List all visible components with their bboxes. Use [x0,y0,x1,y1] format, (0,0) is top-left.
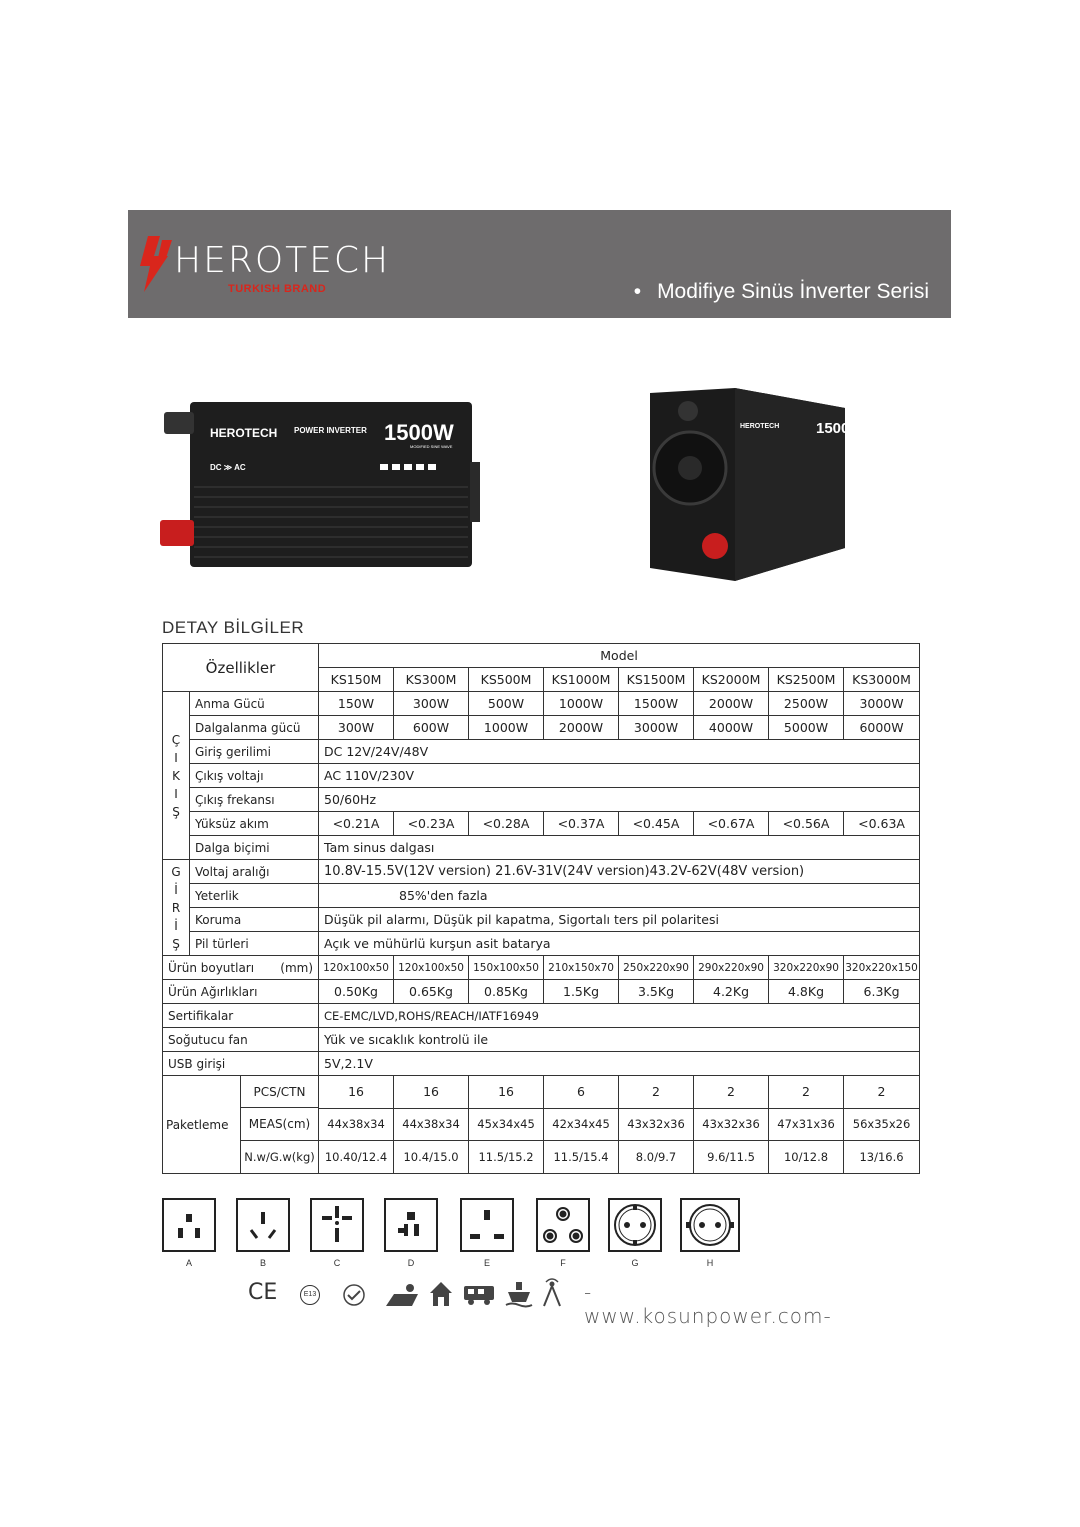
packing-block [163,1076,319,1174]
table-cell: 2 [619,1076,694,1109]
model-cell: KS150M [319,668,394,692]
row-label: Ürün Ağırlıkları [163,980,319,1004]
row-label: Sertifikalar [163,1004,319,1028]
table-row [163,932,920,956]
table-cell: 0.50Kg [319,980,394,1004]
website-text: - www.kosunpower.com- [584,1280,832,1328]
table-cell: 8.0/9.7 [619,1141,694,1174]
row-label: Voltaj aralığı [190,860,319,884]
table-cell: 290x220x90 [694,956,769,980]
table-cell: Yük ve sıcaklık kontrolü ile [319,1028,920,1052]
rohs-check-icon [342,1284,366,1306]
row-label: Anma Gücü [190,692,319,716]
brand-logo [138,236,391,306]
table-row [163,956,920,980]
table-cell: 500W [469,692,544,716]
plug-type-b-icon [236,1198,290,1252]
table-cell: 2 [694,1076,769,1109]
output-side-label: Ç I K I Ş [163,692,190,860]
plug-letter: E [483,1258,490,1268]
table-cell: 16 [319,1076,394,1109]
table-cell: 47x31x36 [769,1108,844,1141]
table-cell: 45x34x45 [469,1108,544,1141]
table-cell: 10.8V-15.5V(12V version) 21.6V-31V(24V version)43.2V-62V(48V version) [319,860,920,884]
table-cell: 120x100x50 [394,956,469,980]
table-cell: 6.3Kg [844,980,920,1004]
table-row [163,836,920,860]
table-cell: <0.37A [544,812,619,836]
row-label: Koruma [190,908,319,932]
nw-label: N.w/G.w(kg) [244,1150,315,1164]
plug-type-universal-icon [310,1198,364,1252]
row-label: Yeterlik [190,884,319,908]
table-cell: <0.67A [694,812,769,836]
plug-type-schuko-side-icon [680,1198,740,1252]
lightning-bolt-icon [138,236,178,292]
table-header-row [163,644,920,668]
table-cell: 2000W [544,716,619,740]
table-row [163,884,920,908]
table-cell: 4.2Kg [694,980,769,1004]
model-cell: KS1500M [619,668,694,692]
product-watt-text: 1500W [384,420,454,445]
table-cell: 5V,2.1V [319,1052,920,1076]
product2-logo-text: HEROTECH [740,423,780,430]
table-cell: 1000W [469,716,544,740]
table-cell: 320x220x150 [844,956,920,980]
table-cell: 10/12.8 [769,1141,844,1174]
row-label: Soğutucu fan [163,1028,319,1052]
table-row [163,980,920,1004]
table-cell: 1.5Kg [544,980,619,1004]
plug-type-uk-icon [460,1198,514,1252]
inverter-side-view-image [160,402,482,572]
table-cell: 210x150x70 [544,956,619,980]
model-cell: KS2500M [769,668,844,692]
spec-table [162,643,920,1174]
plug-types [162,1198,762,1278]
rv-camper-icon [462,1282,496,1306]
table-cell: 4.8Kg [769,980,844,1004]
table-row [163,1052,920,1076]
table-cell: 44x38x34 [319,1108,394,1141]
table-cell: 4000W [694,716,769,740]
row-label: Dalga biçimi [190,836,319,860]
row-label: Çıkış frekansı [190,788,319,812]
table-cell: 5000W [769,716,844,740]
input-side-label: G İ R İ Ş [163,860,190,956]
table-cell: 2 [844,1076,920,1109]
table-cell: AC 110V/230V [319,764,920,788]
row-label: Ürün boyutları (mm) [163,956,319,980]
table-cell: 9.6/11.5 [694,1141,769,1174]
house-icon [428,1280,454,1308]
brand-tagline: TURKISH BRAND [228,283,327,295]
table-row [163,860,920,884]
table-cell: 43x32x36 [619,1108,694,1141]
table-cell: 300W [319,716,394,740]
table-cell: 6 [544,1076,619,1109]
table-row [163,908,920,932]
table-cell: 50/60Hz [319,788,920,812]
table-cell: <0.23A [394,812,469,836]
table-row [163,764,920,788]
table-cell: 85%'den fazla [319,884,920,908]
table-cell: 3000W [844,692,920,716]
table-row [163,692,920,716]
table-cell: <0.56A [769,812,844,836]
table-row [163,1004,920,1028]
table-cell: 2000W [694,692,769,716]
table-cell: 56x35x26 [844,1108,920,1141]
plug-type-schuko-icon [608,1198,662,1252]
table-cell: 43x32x36 [694,1108,769,1141]
section-title: DETAY BİLGİLER [162,618,305,637]
table-cell: 0.65Kg [394,980,469,1004]
table-cell: <0.63A [844,812,920,836]
table-row [163,788,920,812]
table-cell: 1500W [619,692,694,716]
plug-letter: C [333,1258,341,1268]
table-row [163,716,920,740]
plug-letter: D [407,1258,415,1268]
e13-mark-icon: E13 [300,1285,320,1305]
table-row [163,740,920,764]
product-sub-text: MODIFIED SINE WAVE [410,444,453,449]
table-cell: 3000W [619,716,694,740]
table-cell: 150W [319,692,394,716]
table-cell: 150x100x50 [469,956,544,980]
row-label: Giriş gerilimi [190,740,319,764]
pcs-label: PCS/CTN [241,1076,318,1108]
model-cell: KS500M [469,668,544,692]
table-cell: 320x220x90 [769,956,844,980]
packing-label: Paketleme [163,1076,241,1173]
row-label: USB girişi [163,1052,319,1076]
plug-type-sa-icon [536,1198,590,1252]
row-label: Pil türleri [190,932,319,956]
table-cell: 250x220x90 [619,956,694,980]
table-cell: 1000W [544,692,619,716]
product-logo-text: HEROTECH [210,426,278,440]
boat-icon [504,1280,534,1308]
model-cell: KS2000M [694,668,769,692]
table-cell: 2500W [769,692,844,716]
row-label: Yüksüz akım [190,812,319,836]
model-cell: KS1000M [544,668,619,692]
model-cell: KS3000M [844,668,920,692]
plug-letter: F [560,1258,566,1268]
plug-letter: H [706,1258,714,1268]
footer-bar [244,1276,844,1328]
table-cell: Açık ve mühürlü kurşun asit batarya [319,932,920,956]
product-dcac-text: DC ≫ AC [210,463,246,472]
table-cell: Tam sinus dalgası [319,836,920,860]
table-cell: <0.28A [469,812,544,836]
table-cell: Düşük pil alarmı, Düşük pil kapatma, Sigortalı ters pil polaritesi [319,908,920,932]
row-label: Çıkış voltajı [190,764,319,788]
table-cell: 11.5/15.2 [469,1141,544,1174]
plug-letter: A [185,1258,192,1268]
table-cell: 10.40/12.4 [319,1141,394,1174]
table-cell: 300W [394,692,469,716]
table-row [163,1076,920,1109]
model-header: Model [319,644,920,668]
table-cell: 44x38x34 [394,1108,469,1141]
antenna-tower-icon [540,1278,564,1308]
table-cell: 42x34x45 [544,1108,619,1141]
table-cell: 16 [469,1076,544,1109]
meas-label: MEAS(cm) [241,1108,318,1141]
table-cell: 6000W [844,716,920,740]
plug-type-d-icon [384,1198,438,1252]
product-label-text: POWER INVERTER [294,426,367,435]
brand-name: HEROTECH [174,240,391,281]
inverter-rear-view-image [640,383,864,583]
row-label: Dalgalanma gücü [190,716,319,740]
plug-letter: B [259,1258,266,1268]
ce-mark-icon: CE [248,1280,278,1305]
product2-watt-text: 1500W [816,420,864,437]
header-banner [128,210,951,318]
table-cell: 3.5Kg [619,980,694,1004]
table-cell: <0.21A [319,812,394,836]
table-cell: 16 [394,1076,469,1109]
table-cell: CE-EMC/LVD,ROHS/REACH/IATF16949 [319,1004,920,1028]
table-cell: DC 12V/24V/48V [319,740,920,764]
plug-letter: G [631,1258,639,1268]
solar-panel-icon [384,1282,420,1308]
table-row [163,1028,920,1052]
page-title: • Modifiye Sinüs İnverter Serisi [633,280,929,303]
model-cell: KS300M [394,668,469,692]
table-cell: <0.45A [619,812,694,836]
plug-type-a-icon [162,1198,216,1252]
table-cell: 11.5/15.4 [544,1141,619,1174]
table-cell: 600W [394,716,469,740]
table-cell: 120x100x50 [319,956,394,980]
features-header: Özellikler [163,644,319,692]
table-row [163,812,920,836]
table-cell: 0.85Kg [469,980,544,1004]
table-cell: 13/16.6 [844,1141,920,1174]
table-cell: 10.4/15.0 [394,1141,469,1174]
table-cell: 2 [769,1076,844,1109]
